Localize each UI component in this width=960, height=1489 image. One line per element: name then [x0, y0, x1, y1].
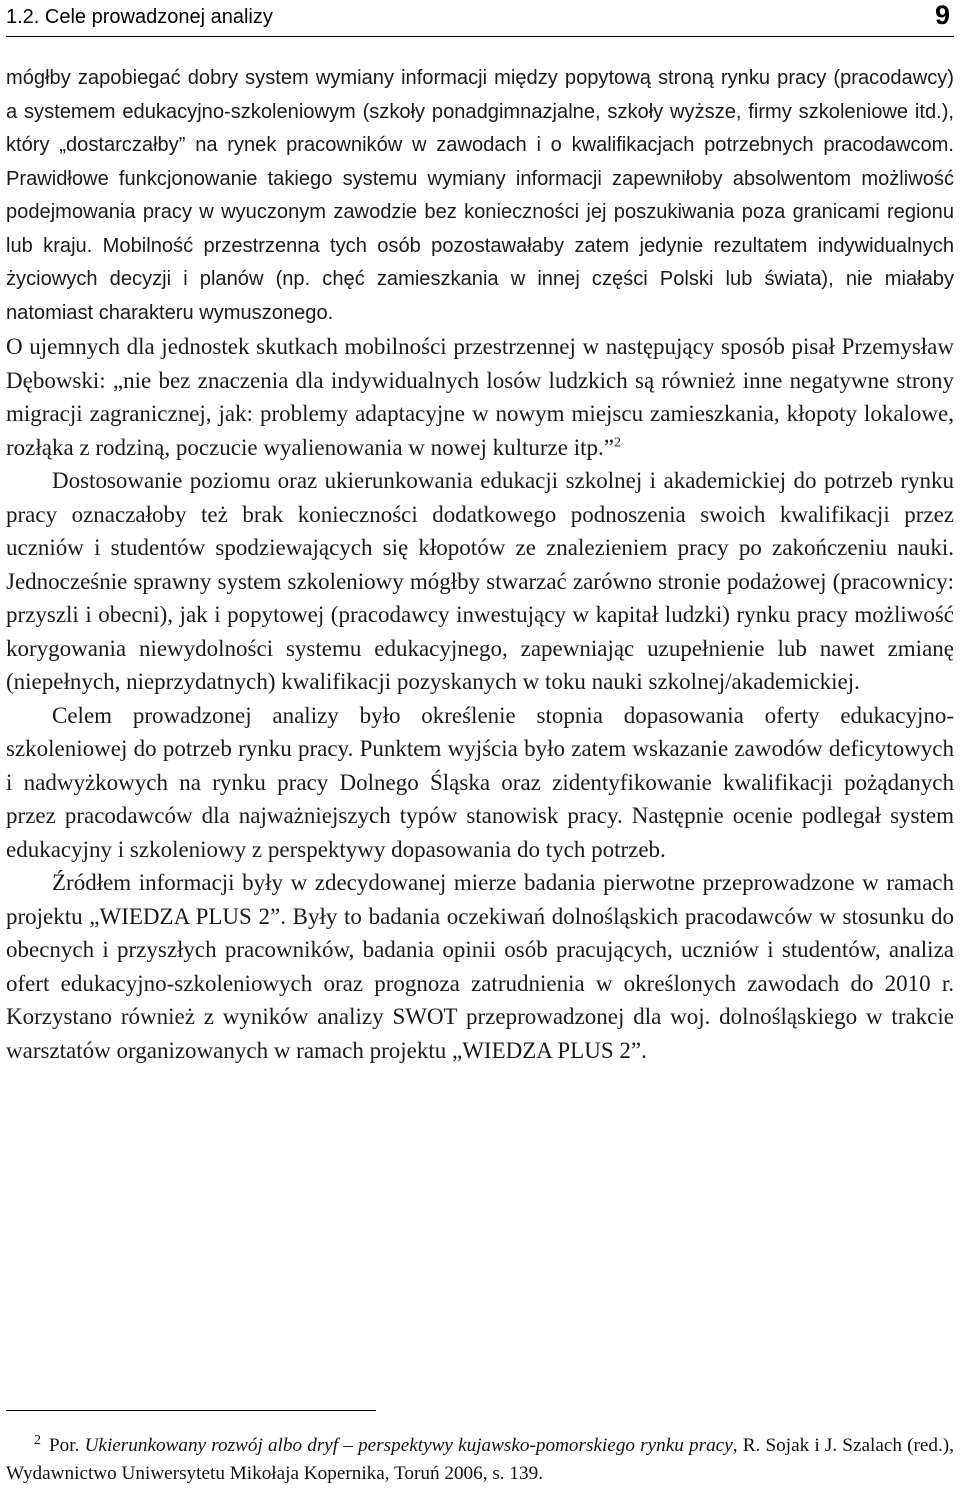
header-rule	[6, 36, 954, 37]
footnote-separator	[6, 1410, 376, 1411]
paragraph-4: Źródłem informacji były w zdecydowanej mierze badania pierwotne przeprowadzone w ramach projektu „WIEDZA PLUS 2”. Były to badania oczekiwań dolnośląskich pracodawców w stosunku do obecnych i przyszłych pracowników, badania opinii osób pracujących, uczniów i studentów, analiza ofert edukacyjno-szkoleniowych oraz prognoza zatrudnienia w określonych zawodach do 2010 r. Korzystano również z wyników analizy SWOT przeprowadzonej dla woj. dolnośląskiego w trakcie warsztatów organizowanych w ramach projektu „WIEDZA PLUS 2”.	[6, 870, 954, 1063]
footnote-publication: , R. Sojak i J. Szalach (red.), Wydawnictwo Uniwersytetu Mikołaja Kopernika, Toruń 2006, s. 139.	[6, 1435, 954, 1484]
main-text	[6, 62, 954, 1067]
footnote-number: 2	[34, 1432, 41, 1448]
footnote	[6, 1432, 954, 1488]
running-header	[6, 0, 954, 38]
page-number: 9	[934, 0, 950, 30]
paragraph-continuation-sans: mógłby zapobiegać dobry system wymiany informacji między popytową stroną rynku pracy (pracodawcy) a systemem edukacyjno-szkoleniowym (szkoły ponadgimnazjalne, szkoły wyższe, firmy szkoleniowe itd.), który „dostarczałby” na rynek pracowników w zawodach i o kwalifikacjach potrzebnych pracodawcom. Prawidłowe funkcjonowanie takiego systemu wymiany informacji zapewniłoby absolwentom możliwość podejmowania pracy w wyuczonym zawodzie bez konieczności jej poszukiwania poza granicami regionu lub kraju. Mobilność przestrzenna tych osób pozostawałaby zatem jedynie rezultatem indywidualnych życiowych decyzji i planów (np. chęć zamieszkania w innej części Polski lub świata), nie miałaby natomiast charakteru wymuszonego.	[6, 67, 954, 324]
paragraph-3: Celem prowadzonej analizy było określenie stopnia dopasowania oferty edukacyjno-szkoleniowej do potrzeb rynku pracy. Punktem wyjścia było zatem wskazanie zawodów deficytowych i nadwyżkowych na rynku pracy Dolnego Śląska oraz zidentyfikowanie kwalifikacji pożądanych przez pracodawców dla najważniejszych typów stanowisk pracy. Następnie ocenie podlegał system edukacyjny i szkoleniowy z perspektywy dopasowania do tych potrzeb.	[6, 702, 954, 862]
paragraph-2: Dostosowanie poziomu oraz ukierunkowania edukacji szkolnej i akademickiej do potrzeb rynku pracy oznaczałoby też brak konieczności dodatkowego podnoszenia swoich kwalifikacji przez uczniów i studentów spodziewających się kłopotów ze znalezieniem pracy po zakończeniu nauki. Jednocześnie sprawny system szkoleniowy mógłby stwarzać zarówno stronie podażowej (pracownicy: przyszli i obecni), jak i popytowej (pracodawcy inwestujący w kapitał ludzki) rynku pracy możliwość korygowania niewydolności systemu edukacyjnego, zapewniając uzupełnienie lub nawet zmianę (niepełnych, nieprzydatnych) kwalifikacji pozyskanych w toku nauki szkolnej/akademickiej.	[6, 468, 954, 694]
paragraph-continuation	[6, 62, 954, 464]
footnote-prefix: Por.	[49, 1435, 80, 1456]
section-title: 1.2. Cele prowadzonej analizy	[6, 6, 273, 28]
paragraph-continuation-serif	[6, 330, 954, 464]
footnote-title: Ukierunkowany rozwój albo dryf – perspektywy kujawsko-pomorskiego rynku pracy	[84, 1435, 733, 1456]
mobility-text: O ujemnych dla jednostek skutkach mobilności przestrzennej w następujący sposób pisał Przemysław Dębowski: „nie bez znaczenia dla indywidualnych losów ludzkich są również inne negatywne strony migracji zagranicznej, jak: problemy adaptacyjne w nowym miejscu zamieszkania, kłopoty lokalowe, rozłąka z rodziną, poczucie wyalienowania w nowej kulturze itp.”	[6, 334, 954, 460]
footnote-reference[interactable]: 2	[613, 434, 621, 450]
